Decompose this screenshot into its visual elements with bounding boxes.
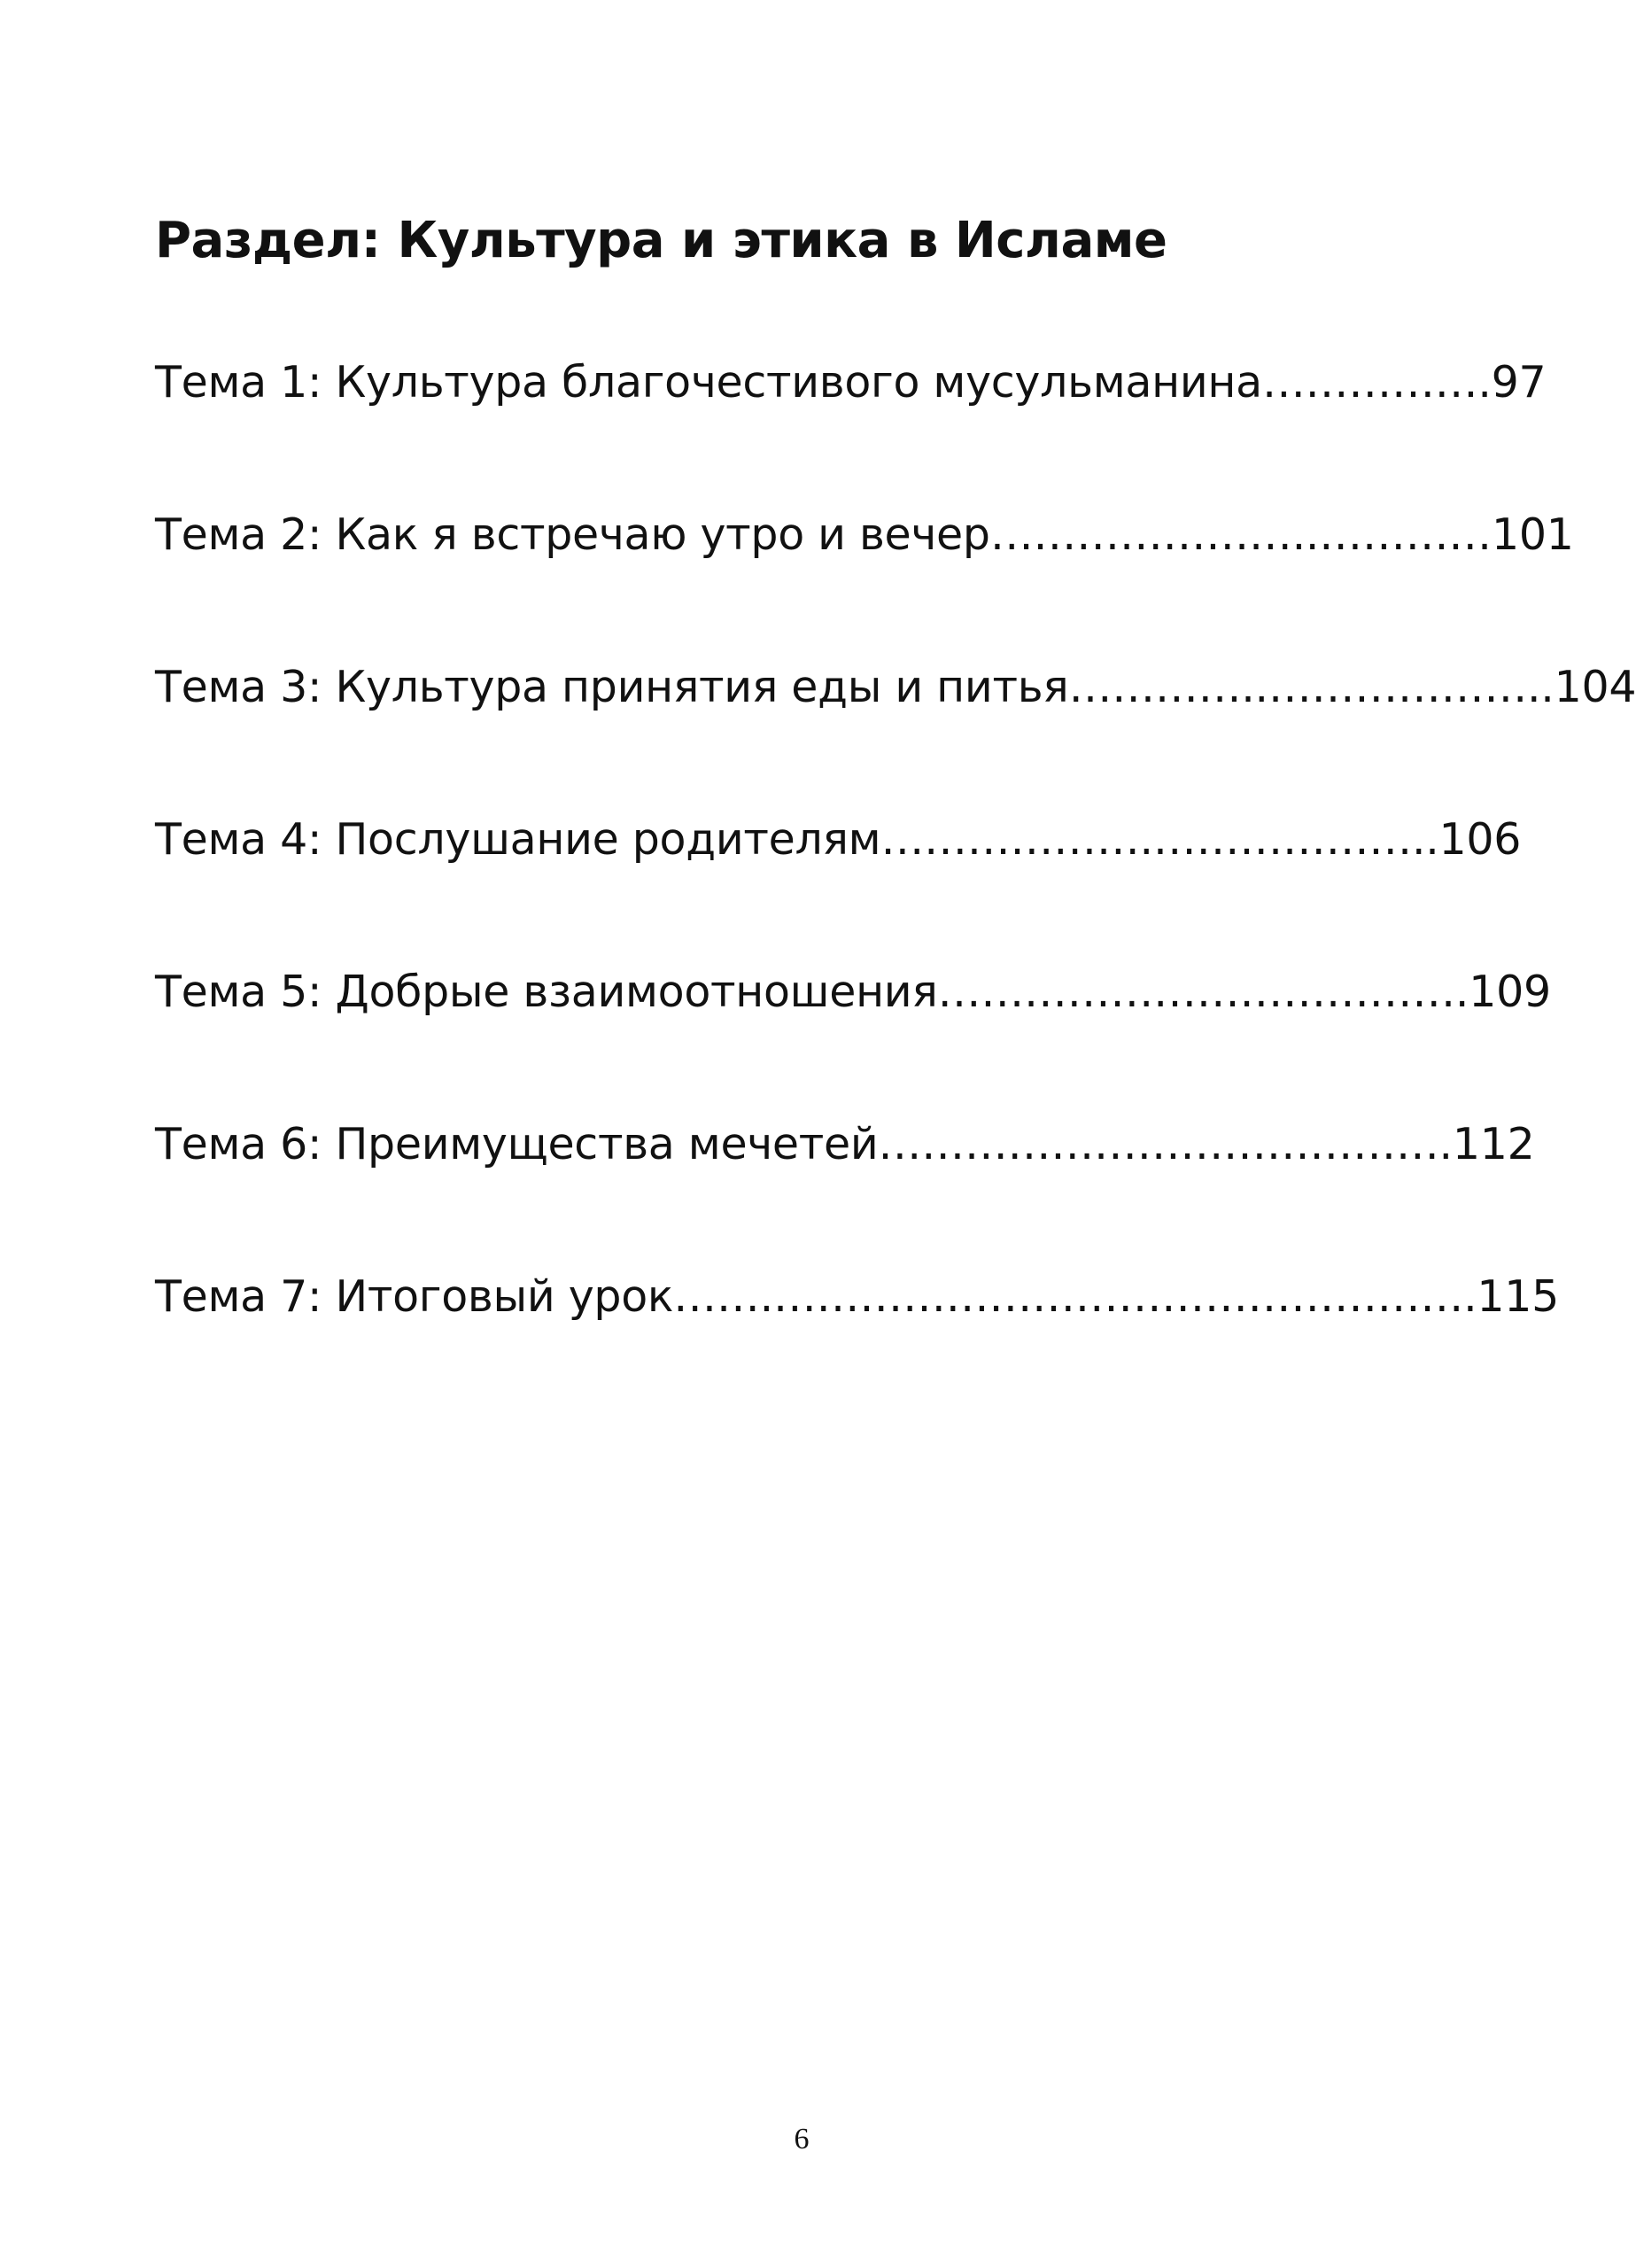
toc-item-label: Тема 2: Как я встречаю утро и вечер [155, 509, 990, 560]
toc-item-leader: …………… [1261, 357, 1478, 408]
toc-item-label: Тема 7: Итоговый урок [155, 1271, 674, 1322]
page-number: 6 [794, 2123, 810, 2155]
table-of-contents [155, 347, 1636, 1414]
toc-item-label: Тема 1: Культура благочестивого мусульманина [155, 357, 1262, 408]
toc-item-page: 109 [1469, 967, 1551, 1017]
toc-item-page: 101 [1491, 509, 1574, 560]
toc-item-label: Тема 4: Послушание родителям [155, 814, 881, 865]
toc-item-leader: …………..………………. [1068, 662, 1541, 712]
toc-item-leader: …………………..………… [989, 509, 1492, 560]
toc-item-leader: …………………………………. [878, 1119, 1453, 1169]
toc-item-label: Тема 3: Культура принятия еды и питья [155, 662, 1069, 712]
toc-item-label: Тема 6: Преимущества мечетей [155, 1119, 879, 1169]
toc-item-2 [155, 500, 1636, 652]
toc-item-3 [155, 652, 1636, 804]
toc-item-page: .104 [1540, 662, 1636, 712]
section-title: Раздел: Культура и этика в Исламе [155, 212, 1167, 269]
toc-item-7 [155, 1262, 1636, 1414]
toc-item-6 [155, 1109, 1636, 1262]
toc-item-page: .115 [1463, 1271, 1559, 1322]
toc-item-leader: …….………………………………………… [673, 1271, 1464, 1322]
toc-item-page: 112 [1452, 1119, 1535, 1169]
toc-item-4 [155, 804, 1636, 957]
toc-item-page: .106 [1425, 814, 1522, 865]
toc-item-5 [155, 957, 1636, 1109]
toc-item-label: Тема 5: Добрые взаимоотношения [155, 967, 938, 1017]
toc-item-leader: ………………………………. [937, 967, 1469, 1017]
toc-item-1 [155, 347, 1636, 500]
toc-item-leader: ……………….………………. [880, 814, 1426, 865]
toc-item-page: .97 [1477, 357, 1547, 408]
